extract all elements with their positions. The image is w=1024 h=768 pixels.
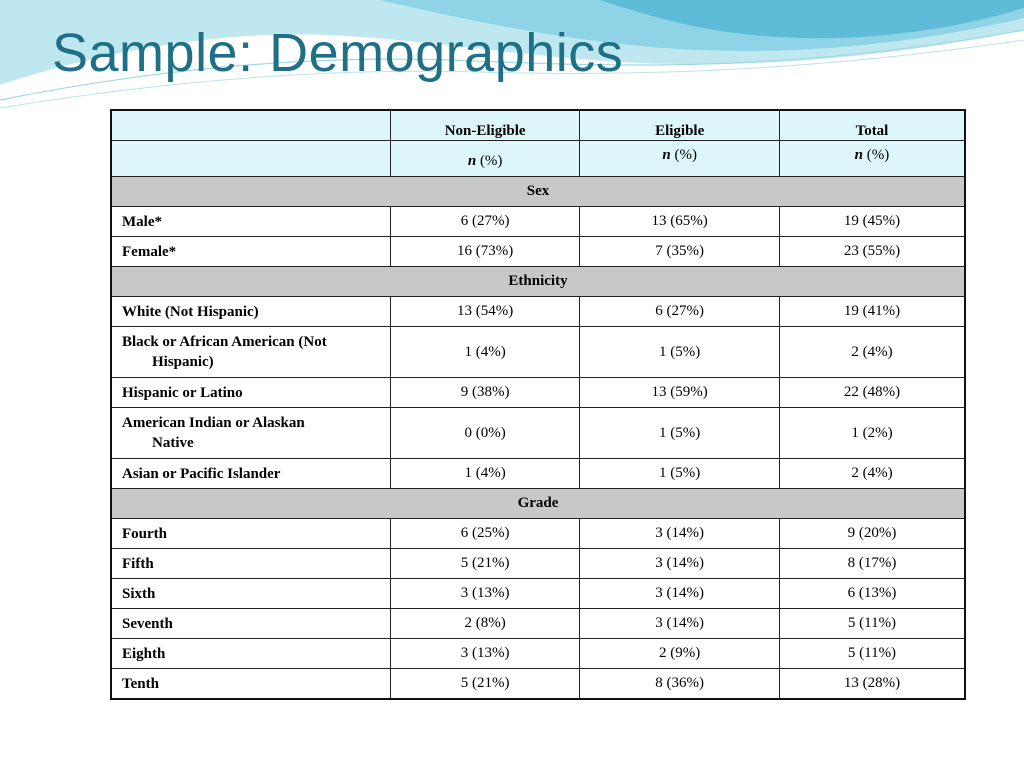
demographics-table <box>110 109 966 700</box>
total-value: 13 (28%) <box>779 669 965 700</box>
total-value: 22 (48%) <box>779 378 965 408</box>
non-eligible-value: 1 (4%) <box>390 459 580 489</box>
eligible-value: 2 (9%) <box>580 639 780 669</box>
eligible-value: 3 (14%) <box>580 519 780 549</box>
total-value: 5 (11%) <box>779 609 965 639</box>
table-row <box>111 297 965 327</box>
table-row <box>111 327 965 378</box>
row-label: Hispanic or Latino <box>111 378 390 408</box>
non-eligible-value: 6 (25%) <box>390 519 580 549</box>
total-value: 9 (20%) <box>779 519 965 549</box>
table-row <box>111 519 965 549</box>
section-label: Sex <box>111 177 965 207</box>
row-label: White (Not Hispanic) <box>111 297 390 327</box>
subheader-blank-cell <box>111 141 390 177</box>
eligible-value: 3 (14%) <box>580 609 780 639</box>
table-row <box>111 639 965 669</box>
subheader-n-percent-non-eligible: n (%) <box>390 141 580 177</box>
table-row <box>111 549 965 579</box>
total-value: 8 (17%) <box>779 549 965 579</box>
column-header-non-eligible: Non-Eligible <box>390 110 580 141</box>
non-eligible-value: 13 (54%) <box>390 297 580 327</box>
section-label: Grade <box>111 489 965 519</box>
row-label: Asian or Pacific Islander <box>111 459 390 489</box>
non-eligible-value: 2 (8%) <box>390 609 580 639</box>
eligible-value: 1 (5%) <box>580 459 780 489</box>
row-label: Fifth <box>111 549 390 579</box>
table-row <box>111 579 965 609</box>
eligible-value: 1 (5%) <box>580 408 780 459</box>
column-header-total: Total <box>779 110 965 141</box>
table-row <box>111 459 965 489</box>
non-eligible-value: 3 (13%) <box>390 579 580 609</box>
eligible-value: 3 (14%) <box>580 549 780 579</box>
total-value: 2 (4%) <box>779 327 965 378</box>
table-row <box>111 378 965 408</box>
subheader-n-percent-total: n (%) <box>779 141 965 177</box>
table-row <box>111 207 965 237</box>
non-eligible-value: 1 (4%) <box>390 327 580 378</box>
section-row-ethnicity <box>111 267 965 297</box>
row-label: Eighth <box>111 639 390 669</box>
table-row <box>111 609 965 639</box>
row-label: Black or African American (Not Hispanic) <box>111 327 390 378</box>
non-eligible-value: 16 (73%) <box>390 237 580 267</box>
slide-title: Sample: Demographics <box>52 23 624 83</box>
table-row <box>111 669 965 700</box>
section-row-sex <box>111 177 965 207</box>
row-label: Male* <box>111 207 390 237</box>
total-value: 19 (45%) <box>779 207 965 237</box>
total-value: 23 (55%) <box>779 237 965 267</box>
header-blank-cell <box>111 110 390 141</box>
section-row-grade <box>111 489 965 519</box>
row-label: Tenth <box>111 669 390 700</box>
eligible-value: 13 (59%) <box>580 378 780 408</box>
row-label: American Indian or Alaskan Native <box>111 408 390 459</box>
total-value: 19 (41%) <box>779 297 965 327</box>
subheader-n-percent-eligible: n (%) <box>580 141 780 177</box>
non-eligible-value: 9 (38%) <box>390 378 580 408</box>
column-header-eligible: Eligible <box>580 110 780 141</box>
row-label: Fourth <box>111 519 390 549</box>
total-value: 1 (2%) <box>779 408 965 459</box>
table-header-row <box>111 110 965 141</box>
non-eligible-value: 3 (13%) <box>390 639 580 669</box>
eligible-value: 8 (36%) <box>580 669 780 700</box>
total-value: 5 (11%) <box>779 639 965 669</box>
table-subheader-row <box>111 141 965 177</box>
total-value: 2 (4%) <box>779 459 965 489</box>
table-row <box>111 237 965 267</box>
eligible-value: 7 (35%) <box>580 237 780 267</box>
eligible-value: 13 (65%) <box>580 207 780 237</box>
non-eligible-value: 5 (21%) <box>390 669 580 700</box>
non-eligible-value: 5 (21%) <box>390 549 580 579</box>
row-label: Seventh <box>111 609 390 639</box>
eligible-value: 1 (5%) <box>580 327 780 378</box>
row-label: Sixth <box>111 579 390 609</box>
section-label: Ethnicity <box>111 267 965 297</box>
table-row <box>111 408 965 459</box>
eligible-value: 6 (27%) <box>580 297 780 327</box>
non-eligible-value: 6 (27%) <box>390 207 580 237</box>
non-eligible-value: 0 (0%) <box>390 408 580 459</box>
row-label: Female* <box>111 237 390 267</box>
eligible-value: 3 (14%) <box>580 579 780 609</box>
total-value: 6 (13%) <box>779 579 965 609</box>
